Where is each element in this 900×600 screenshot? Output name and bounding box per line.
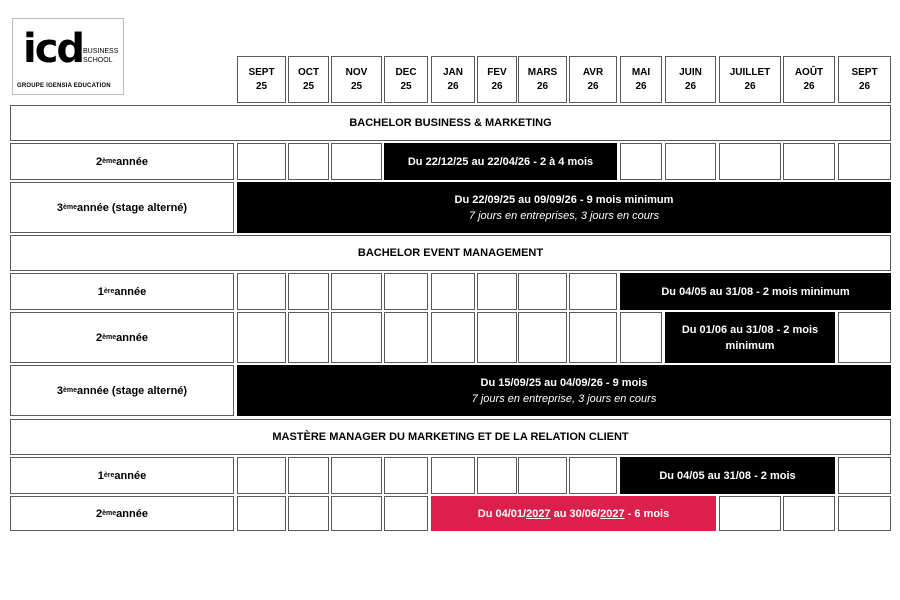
row-label-text: année [116, 507, 148, 520]
period-text: Du 04/05 au 31/08 - 2 mois minimum [661, 285, 850, 298]
row-label-suffix: ème [63, 204, 78, 211]
row-label-text: année [116, 331, 148, 344]
month-year: 26 [684, 80, 697, 92]
period-bar [237, 365, 891, 416]
month-header [838, 56, 891, 103]
empty-month-cell [518, 312, 567, 363]
section-title: BACHELOR BUSINESS & MARKETING [10, 105, 891, 141]
row-label-suffix: ère [103, 472, 115, 479]
period-bar [620, 457, 835, 494]
period-text-part: 2027 [526, 507, 551, 520]
month-header [518, 56, 567, 103]
month-year: 26 [536, 80, 549, 92]
period-text: Du 22/12/25 au 22/04/26 - 2 à 4 mois [407, 155, 594, 168]
month-year: 25 [400, 80, 412, 92]
period-subtext: 7 jours en entreprises, 3 jours en cours [468, 209, 660, 222]
empty-month-cell [331, 312, 382, 363]
row-label [10, 273, 234, 310]
empty-month-cell [237, 143, 286, 180]
month-name: SEPT [851, 66, 878, 78]
empty-month-cell [838, 312, 891, 363]
row-label [10, 143, 234, 180]
month-name: AOÛT [794, 66, 824, 78]
period-text: Du 01/06 au 31/08 - 2 mois minimum [681, 323, 819, 352]
row-label [10, 457, 234, 494]
month-year: 26 [744, 80, 756, 92]
month-year: 26 [803, 80, 815, 92]
row-label [10, 365, 234, 416]
row-label-number: 2 [96, 331, 103, 344]
empty-month-cell [620, 312, 662, 363]
row-label [10, 496, 234, 531]
row-label-suffix: ème [102, 158, 117, 165]
month-name: JAN [442, 66, 463, 78]
section-title: BACHELOR EVENT MANAGEMENT [10, 235, 891, 271]
month-name: MARS [527, 66, 558, 78]
row-label [10, 182, 234, 233]
empty-month-cell [384, 312, 428, 363]
month-name: JUILLET [729, 66, 771, 78]
period-text: Du 04/05 au 31/08 - 2 mois [659, 469, 796, 482]
empty-month-cell [783, 143, 835, 180]
empty-month-cell [719, 143, 781, 180]
empty-month-cell [288, 143, 329, 180]
empty-month-cell [384, 496, 428, 531]
month-name: DEC [395, 66, 417, 78]
period-text-part: - 6 mois [624, 507, 670, 520]
empty-month-cell [783, 496, 835, 531]
period-bar [620, 273, 891, 310]
empty-month-cell [518, 457, 567, 494]
logo-business-school: BUSINESS SCHOOL [83, 48, 119, 64]
empty-month-cell [838, 496, 891, 531]
row-label-text: année (stage alterné) [77, 384, 188, 397]
empty-month-cell [384, 457, 428, 494]
row-label-suffix: ème [102, 510, 117, 517]
month-header [288, 56, 329, 103]
month-header [620, 56, 662, 103]
month-year: 25 [255, 80, 268, 92]
month-name: FEV [487, 66, 507, 78]
empty-month-cell [331, 496, 382, 531]
row-label-number: 3 [56, 201, 64, 214]
empty-month-cell [237, 273, 286, 310]
month-header [783, 56, 835, 103]
period-bar [384, 143, 617, 180]
empty-month-cell [288, 457, 329, 494]
empty-month-cell [237, 457, 286, 494]
empty-month-cell [237, 496, 286, 531]
empty-month-cell [331, 143, 382, 180]
empty-month-cell [431, 273, 475, 310]
month-header [569, 56, 617, 103]
month-header [431, 56, 475, 103]
empty-month-cell [431, 457, 475, 494]
month-header [477, 56, 517, 103]
month-header [237, 56, 286, 103]
month-header [331, 56, 382, 103]
month-year: 25 [302, 80, 315, 92]
period-text: Du 15/09/25 au 04/09/26 - 9 mois [480, 376, 648, 389]
empty-month-cell [665, 143, 716, 180]
month-header [665, 56, 716, 103]
section-title: MASTÈRE MANAGER DU MARKETING ET DE LA RELATION CLIENT [10, 419, 891, 455]
month-name: MAI [631, 66, 651, 78]
period-bar [665, 312, 835, 363]
empty-month-cell [331, 273, 382, 310]
period-subtext: 7 jours en entreprise, 3 jours en cours [471, 392, 657, 405]
period-text: Du 22/09/25 au 09/09/26 - 9 mois minimum [454, 193, 674, 206]
empty-month-cell [288, 312, 329, 363]
month-name: OCT [297, 66, 320, 78]
empty-month-cell [838, 457, 891, 494]
logo-group-name: GROUPE IGENSIA EDUCATION [17, 83, 111, 89]
period-text-part: Du 04/01/ [477, 507, 527, 520]
period-text-part: au 30/06/ [550, 507, 601, 520]
empty-month-cell [477, 457, 517, 494]
month-year: 26 [587, 80, 599, 92]
month-name: SEPT [248, 66, 275, 78]
row-label-number: 2 [96, 155, 103, 168]
empty-month-cell [477, 312, 517, 363]
empty-month-cell [288, 273, 329, 310]
month-name: AVR [582, 66, 604, 78]
row-label-text: année [114, 285, 147, 298]
empty-month-cell [838, 143, 891, 180]
period-text-part: 2027 [600, 507, 625, 520]
empty-month-cell [569, 273, 617, 310]
row-label-text: année [114, 469, 147, 482]
row-label-number: 3 [56, 384, 64, 397]
logo-mark: icd [23, 26, 84, 72]
period-text [478, 506, 669, 522]
month-year: 26 [491, 80, 503, 92]
row-label-suffix: ère [103, 288, 115, 295]
empty-month-cell [431, 312, 475, 363]
month-year: 26 [858, 80, 871, 92]
empty-month-cell [331, 457, 382, 494]
row-label-number: 2 [96, 507, 103, 520]
empty-month-cell [384, 273, 428, 310]
empty-month-cell [569, 312, 617, 363]
empty-month-cell [620, 143, 662, 180]
month-name: NOV [345, 66, 368, 78]
row-label-number: 1 [97, 469, 104, 482]
empty-month-cell [477, 273, 517, 310]
period-bar [237, 182, 891, 233]
row-label-suffix: ème [63, 387, 78, 394]
month-name: JUIN [679, 66, 702, 78]
row-label-suffix: ème [102, 334, 117, 341]
row-label-number: 1 [97, 285, 104, 298]
icd-business-school-logo [12, 18, 124, 95]
month-header [384, 56, 428, 103]
period-bar [431, 496, 716, 531]
month-header [719, 56, 781, 103]
month-year: 26 [635, 80, 647, 92]
row-label-text: année [116, 155, 148, 168]
empty-month-cell [237, 312, 286, 363]
row-label [10, 312, 234, 363]
row-label-text: année (stage alterné) [77, 201, 188, 214]
month-year: 25 [350, 80, 363, 92]
empty-month-cell [518, 273, 567, 310]
month-year: 26 [447, 80, 459, 92]
empty-month-cell [288, 496, 329, 531]
empty-month-cell [569, 457, 617, 494]
empty-month-cell [719, 496, 781, 531]
